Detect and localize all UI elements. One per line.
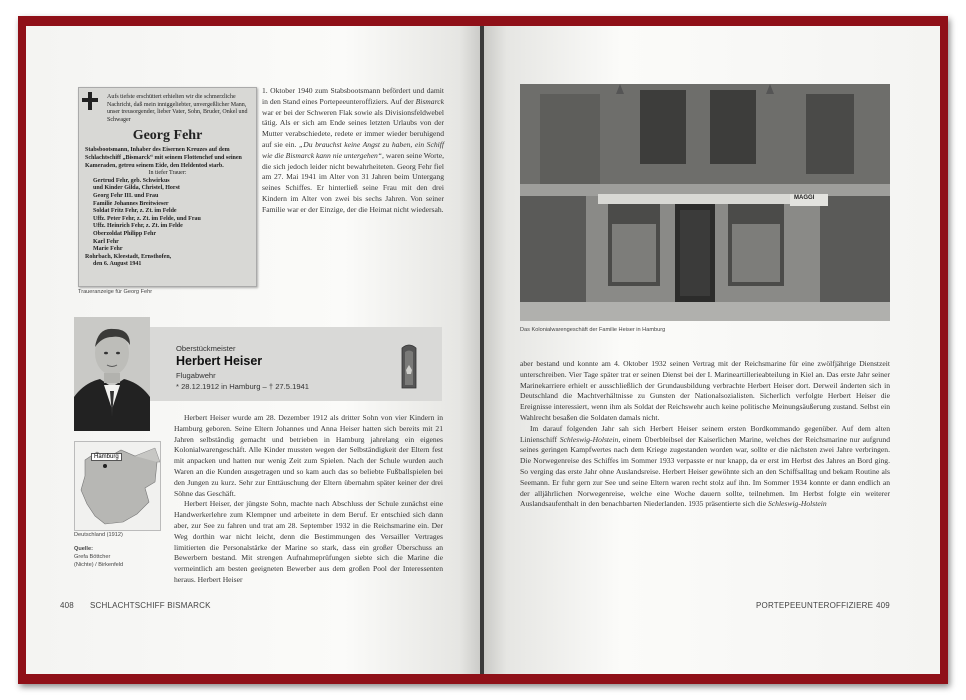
right-page [484,26,940,674]
photo-caption: Das Kolonialwarengeschäft der Familie Heiser in Hamburg [520,327,666,333]
obituary-place: Rohrbach, Kleestadt, Ernsthofen, [85,253,172,260]
obituary-name: Georg Fehr [132,128,203,144]
mourner: Oberzoldat Philipp Fehr [93,230,156,237]
profile-name: Herbert Heiser [176,354,263,368]
shop-photo-image [520,84,890,321]
source-line: Grefa Böttcher [74,554,111,560]
mourner: Soldat Fritz Fehr, z. Zt. im Felde [93,208,177,215]
running-header: SCHLACHTSCHIFF BISMARCK [90,601,211,610]
profile-dates: * 28.12.1912 in Hamburg – † 27.5.1941 [176,382,309,391]
profile-unit: Flugabwehr [176,371,216,380]
mourner: Karl Fehr [93,238,119,245]
obituary-caption: Traueranzeige für Georg Fehr [78,289,153,295]
obituary-intro: Aufs tiefste erschüttert erhielten wir die schmerzliche Nachricht, daß mein inniggeliebter, unvergeßlicher Mann, unser treusorgender, lieber Vater, Sohn, Bruder, Onkel und Schwager [107,94,248,123]
page-number: 409 [876,601,890,610]
body-text [520,359,890,510]
obituary-notice [78,87,257,287]
mourner: Familie Johannes Breitwieser [93,200,169,207]
page-number: 408 [60,601,74,610]
obituary-mourning-label: In tiefer Trauer: [148,170,187,177]
mourner: Gertrud Fehr, geb. Schwirkus [93,177,170,184]
obituary-date: den 6. August 1941 [93,261,142,268]
shoulder-strap-insignia-icon [400,344,418,390]
body-text [174,413,443,586]
paragraph: Im darauf folgenden Jahr sah sich Herbert Heiser seinem ersten Bordkommando gegenüber. Auf dem alten Linienschiff Schleswig-Holstein, einem Überbleibsel der Kaiserlichen Marine, welches der Reichsmarine nur aufgrund seines geringen Kampfwertes nach dem Kriege zugestanden worden war, sollte er die nächsten zwei Jahre verbringen. Die Norwegenreise des Schiffes im Sommer 1933 verpasste er nur knapp, da er erst im Herbst des Jahres an Bord ging. So verging das erste Jahr ohne Auslandsreise. Herbert Heiser gewöhnte sich an den Schiffsalltag und bekam Routine als Seemann. Er fuhr gern zur See und seine Eltern waren recht stolz auf ihn. Im Sommer 1934 konnte er dann endlich an der alljährlichen Norwegenreise, welche eine Woche dauern sollte, teilnehmen. Im Herbst folgte ein weiterer Auslandsaufenthalt in den benachbarten Niederlanden. 1935 präsentierte sich die Schleswig-Holstein [520,423,890,509]
mourner: Georg Fehr III. und Frau [93,192,159,199]
profile-rank: Oberstückmeister [176,344,236,353]
obituary-body: Stabsbootsmann, Inhaber des Eisernen Kreuzes auf dem Schlachtschiff „Bismarck“ mit seinem Flottenchef und seinen Kameraden, getreu seinem Eide, den Heldentod starb. [85,147,242,169]
left-page [26,26,482,674]
source-label: Quelle: [74,546,93,552]
shop-photo [520,84,890,321]
portrait-photo [74,317,150,431]
portrait-image [74,317,150,431]
paragraph: Herbert Heiser, der jüngste Sohn, machte nach Abschluss der Schule zunächst eine Handwerkerlehre zum Klempner und arbeitete in dem Beruf. Er entschied sich dann aber, zur See zu fahren und trat am 28. September 1932 in die Reichsmarine ein. Der Weg dorthin war nicht leicht, denn die Bestimmungen des Versailler Vertrages limitierten die Personalstärke der Marine so stark, dass ein großer Überschuss an Bewerbern bestand. Mit strengen Aufnahmeprüfungen siebte sich die Marine die vermeintlich am besten geeigneten Bewerber aus dem großen Pool der Interessenten heraus. Herbert Heiser [174,499,443,584]
mourner: Uffz. Heinrich Fehr, z. Zt. im Felde [93,223,183,230]
map-label-hamburg: Hamburg [91,453,122,461]
paragraph: aber bestand und konnte am 4. Oktober 1932 seinen Vertrag mit der Reichsmarine für eine zwölfjährige Dienstzeit unterschreiben. Vier Tage später trat er seinen Dienst bei der I. Marineartillerieabteilung in Kiel an. Das erste Jahr seiner Marinekarriere erhielt er ausschließlich der Grundausbildung verbrachte Herbert Heiser dort. Derweil änderten sich in Deutschland die Machtverhältnisse zu Gunsten der Nationalsozialisten. Sicherlich verfolgte Herbert Heiser die Ereignisse interessiert, wenn ihm als Soldat der Reichswehr auch keine politische Meinungsäußerung zustand. Selbst ein Wahlrecht besaßen die Soldaten damals nicht. [520,359,890,422]
germany-map [74,441,161,531]
mourner: und Kinder Gilda, Christel, Horst [93,185,180,192]
mourner: Marie Fehr [93,246,123,253]
photo-sign: MAGGI [794,195,815,201]
top-paragraph: 1. Oktober 1940 zum Stabsbootsmann befördert und damit in den Stand eines Portepeeunteroffiziers. Auf der Bismarck war er bei der Schweren Flak sowie als Divisionsfeldwebel tätig. Als er sich am Ende seines letzten Urlaubs von der Mutter verabschiedete, redete er immer wieder beruhigend auf sie ein. „Du brauchst keine Angst zu haben, ein Schiff wie die Bismarck kann nie untergehen“, waren seine Worte, die sich jedoch leider nicht bewahrheiteten. Georg Fehr fiel am 27. Mai 1941 im Alter von 31 Jahren beim Untergang seines Schiffes. Er hinterließ seine Frau mit den drei Kindern im Alter von zwei bis sechs Jahren. Von seiner Familie war er der Einzige, der die Heimat nicht wiedersah. [262,86,445,214]
running-header: PORTEPEEUNTEROFFIZIERE [756,601,874,610]
map-caption: Deutschland (1912) [74,532,123,538]
paragraph: Herbert Heiser wurde am 28. Dezember 1912 als dritter Sohn von vier Kindern in Hamburg geboren. Seine Eltern Johannes und Anna Heiser hatten sich bereits mit 21 Jahren selbständig gemacht und betrieben in Hamburg jahrelang ein eigenes Kolonialwarengeschäft. Alle Kinder mussten wegen der Selbständigkeit der Eltern fest mit anpacken und hatten nur wenig Zeit zum Spielen. Nach der Schule wurden auch Waren an die Kunden ausgetragen und so kam auch das so beliebte Fußballspielen bei den Jungen zu kurz. Sehr zur Enttäuschung der Eltern übernahm später keiner der drei Söhne das Geschäft. [174,413,443,498]
source-line: (Nichte) / Birkenfeld [74,562,124,568]
mourner: Uffz. Peter Fehr, z. Zt. im Felde, und Frau [93,215,201,222]
